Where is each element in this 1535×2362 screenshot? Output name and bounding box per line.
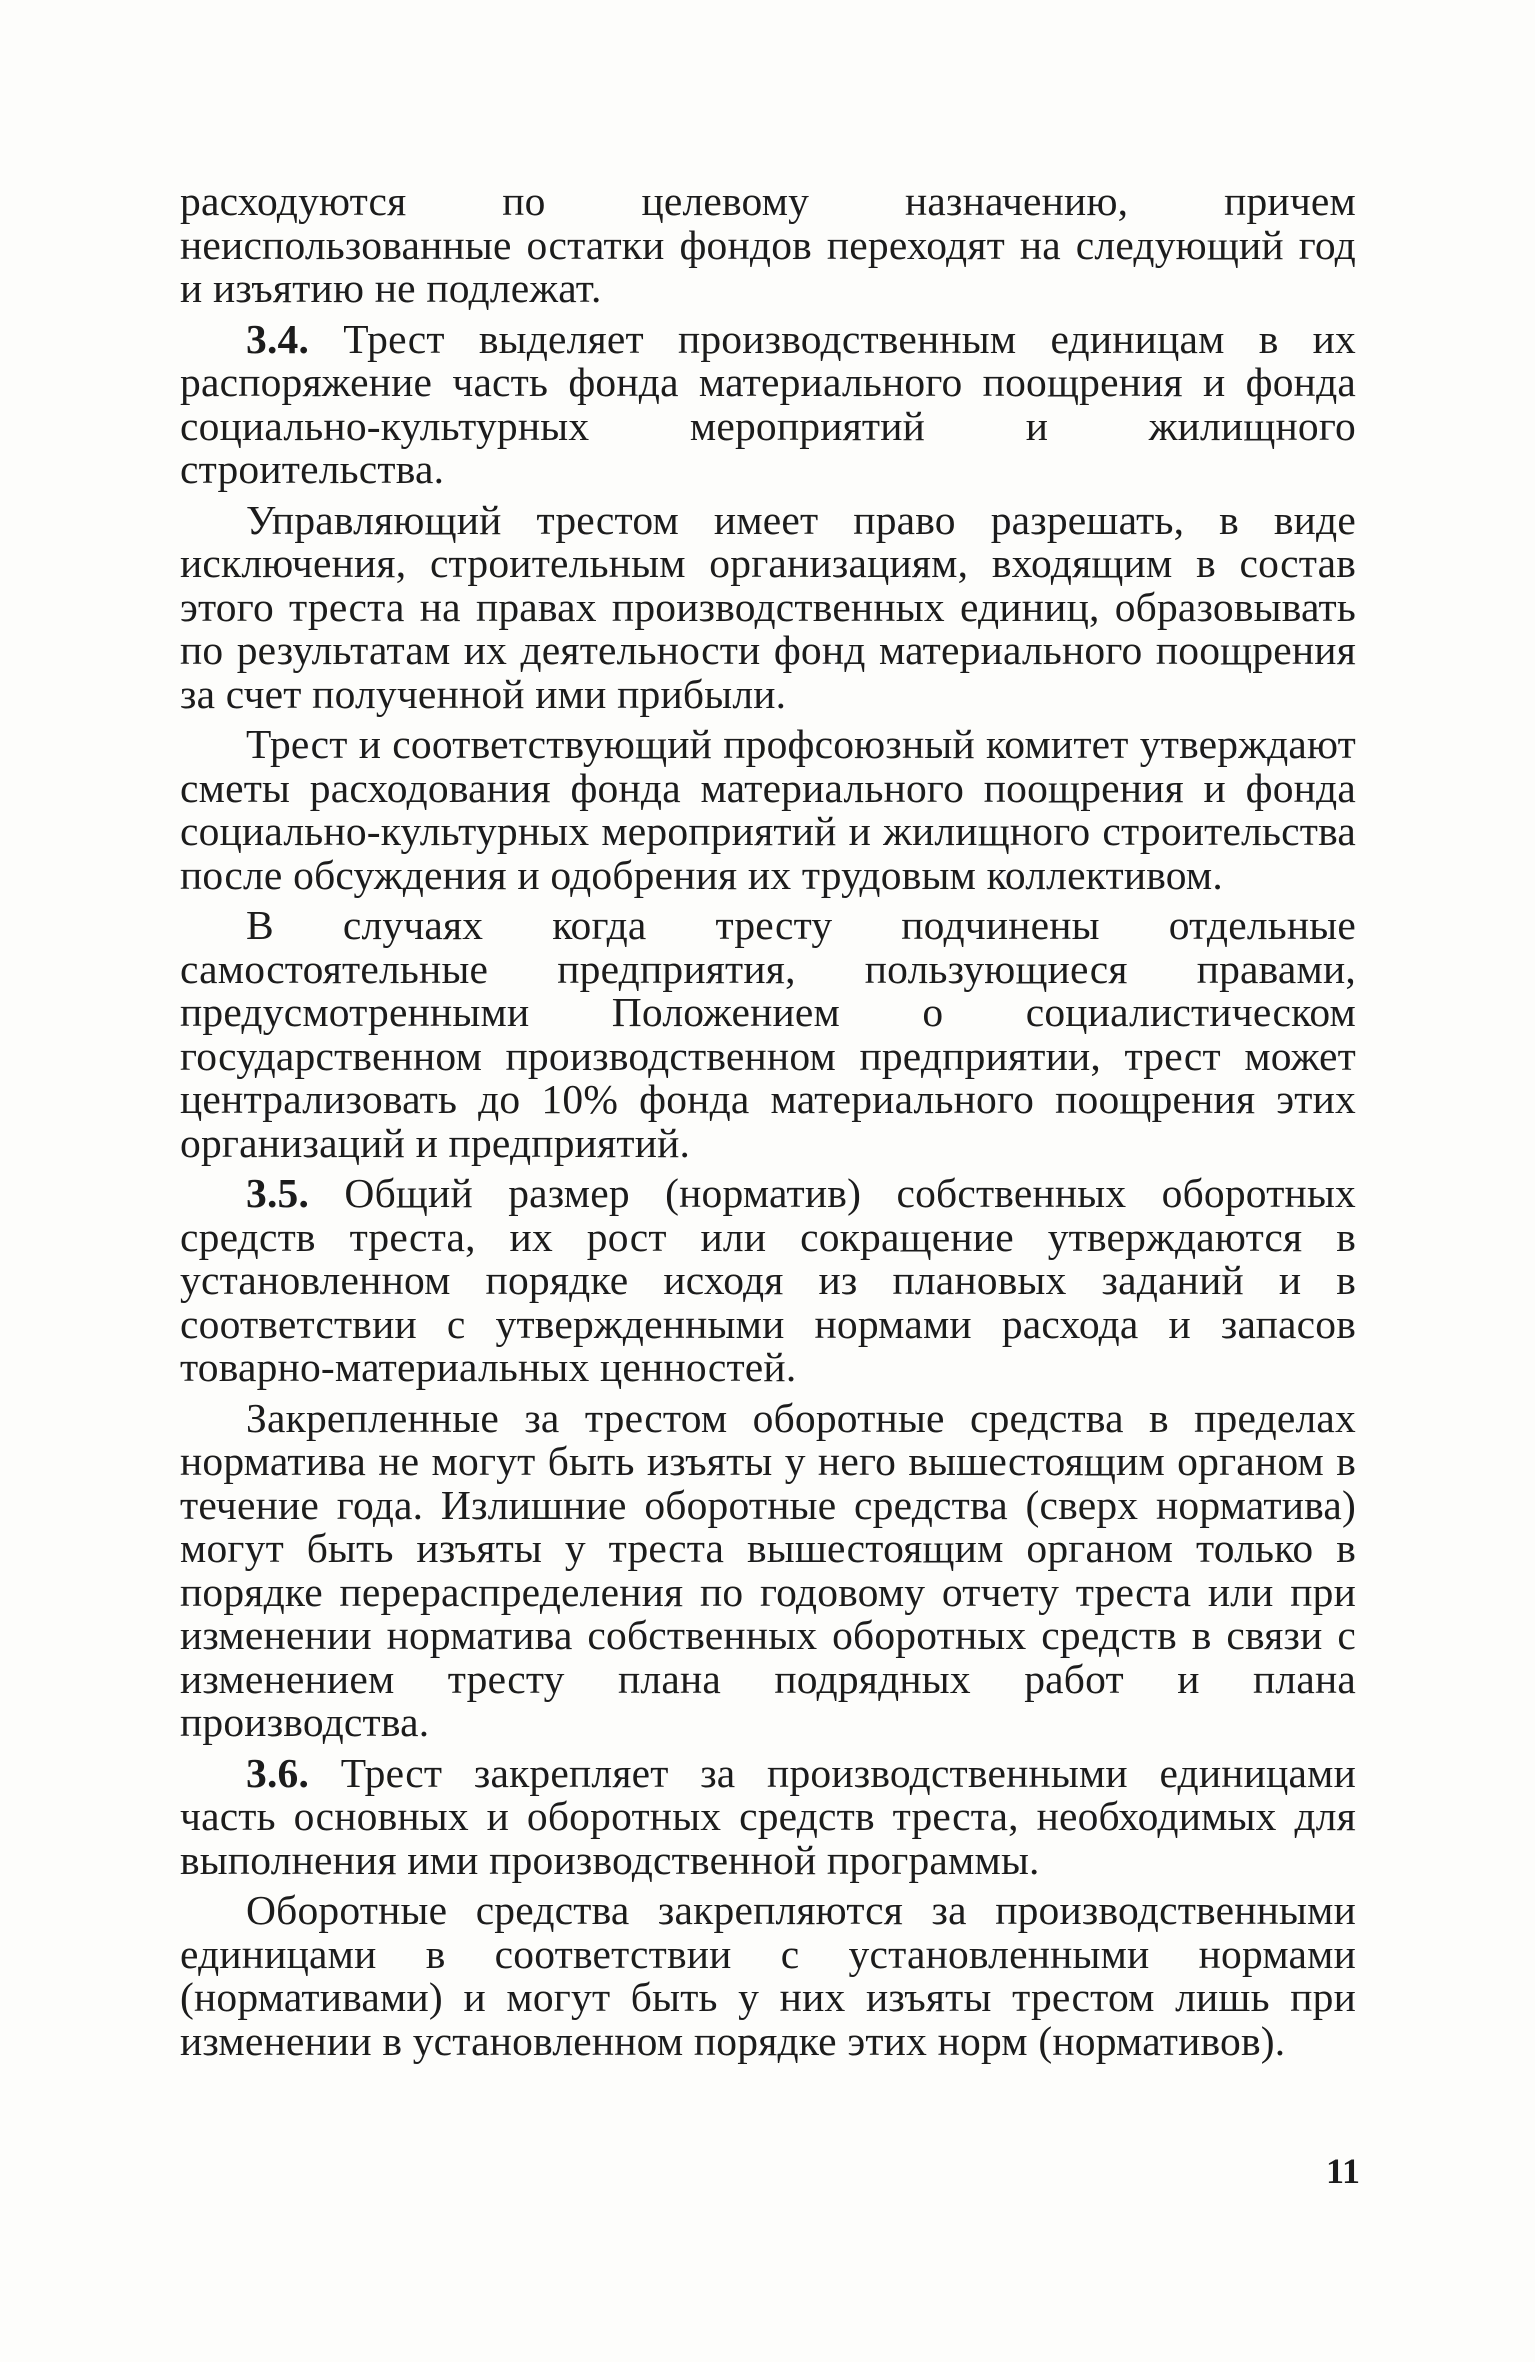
paragraph-text: расходуются по целевому назначению, причем неиспользованные остатки фондов переходят на следующий год и изъятию не подлежат.: [180, 178, 1356, 311]
paragraph-text: Трест закрепляет за производственными единицами часть основных и оборотных средств треста, необходимых для выполнения ими производственной программы.: [180, 1749, 1356, 1883]
paragraph: [180, 496, 1356, 717]
paragraph-3-4: [180, 315, 1356, 492]
paragraph: [180, 1394, 1356, 1745]
paragraph: [180, 723, 1356, 897]
section-number: 3.6.: [246, 1749, 310, 1796]
paragraph-3-6: [180, 1749, 1356, 1883]
page-number: 11: [1325, 2151, 1360, 2191]
paragraph-continuation: [180, 180, 1356, 311]
paragraph-text: Общий размер (норматив) собственных оборотных средств треста, их рост или сокращение утверждаются в установленном порядке исходя из плановых заданий и в соответствии с утвержденными нормами расхода и запасов товарно-материальных ценностей.: [180, 1170, 1356, 1390]
paragraph: [180, 1889, 1356, 2063]
paragraph-text: Оборотные средства закрепляются за производственными единицами в соответствии с установленными нормами (нормативами) и могут быть у них изъяты трестом лишь при изменении в установленном порядке этих норм (нормативов).: [180, 1887, 1356, 2064]
paragraph-3-5: [180, 1172, 1356, 1390]
paragraph-text: Закрепленные за трестом оборотные средства в пределах норматива не могут быть изъяты у него вышестоящим органом в течение года. Излишние оборотные средства (сверх норматива) могут быть изъяты у треста вышестоящим органом только в порядке перераспределения по годовому отчету треста или при изменении норматива собственных оборотных средств в связи с изменением тресту плана подрядных работ и плана производства.: [180, 1394, 1356, 1745]
paragraph-text: Управляющий трестом имеет право разрешать, в виде исключения, строительным организациям, входящим в состав этого треста на правах производственных единиц, образовывать по результатам их деятельности фонд материального поощрения за счет полученной ими прибыли.: [180, 496, 1356, 717]
section-number: 3.4.: [246, 315, 310, 362]
paragraph-text: Трест и соответствующий профсоюзный комитет утверждают сметы расходования фонда материального поощрения и фонда социально-культурных мероприятий и жилищного строительства после обсуждения и одобрения их трудовым коллективом.: [180, 721, 1356, 898]
section-number: 3.5.: [246, 1170, 310, 1216]
paragraph-text: Трест выделяет производственным единицам в их распоряжение часть фонда материального поощрения и фонда социально-культурных мероприятий и жилищного строительства.: [180, 315, 1356, 492]
paragraph-text: В случаях когда тресту подчинены отдельные самостоятельные предприятия, пользующиеся правами, предусмотренными Положением о социалистическом государственном производственном предприятии, трест может централизовать до 10% фонда материального поощрения этих организаций и предприятий.: [180, 902, 1356, 1166]
body-text: [180, 180, 1356, 2070]
paragraph: [180, 904, 1356, 1165]
